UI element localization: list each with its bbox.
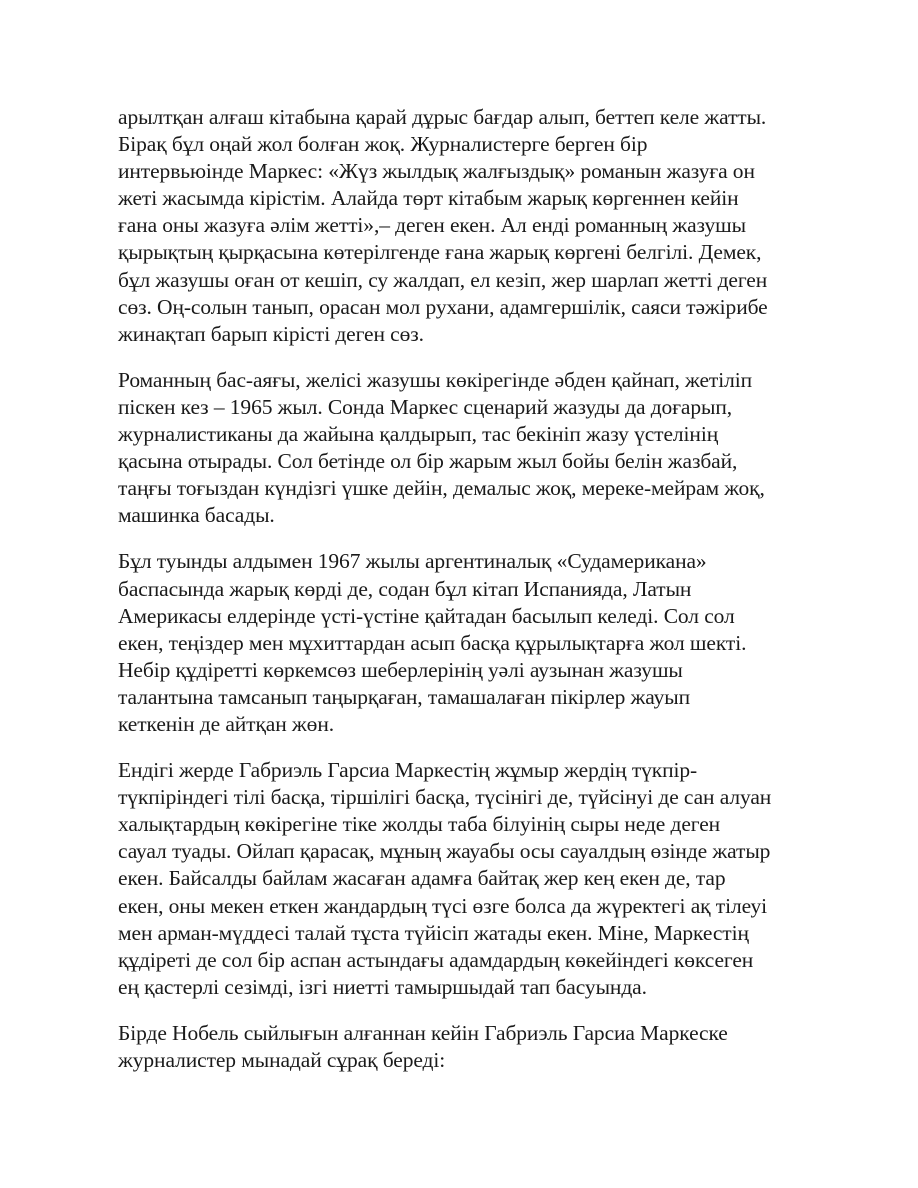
text-line: құдіреті де сол бір аспан астындағы адамдардың көкейіндегі көксеген	[118, 947, 754, 972]
text-line: жеті жасымда кірістім. Алайда төрт кітабым жарық көргеннен кейін	[118, 186, 739, 211]
text-line: Америкасы елдерінде үсті-үстіне қайтадан басылып келеді. Сол сол	[118, 603, 735, 628]
text-line: екен, теңіздер мен мұхиттардан асып басқа құрылықтарға жол шекті.	[118, 630, 747, 655]
text-line: машинка басады.	[118, 503, 275, 528]
text-line: Романның бас-аяғы, желісі жазушы көкірегінде әбден қайнап, жетіліп	[118, 367, 752, 392]
text-line: бұл жазушы оған от кешіп, су жалдап, ел кезіп, жер шарлап жетті деген	[118, 267, 768, 292]
text-line: екен. Байсалды байлам жасаған адамға байтақ жер кең екен де, тар	[118, 866, 726, 891]
text-line: баспасында жарық көрді де, содан бұл кітап Испанияда, Латын	[118, 576, 692, 601]
text-line: халықтардың көкірегіне тіке жолды таба білуінің сыры неде деген	[118, 812, 721, 837]
text-line: Бірде Нобель сыйлығын алғаннан кейін Габриэль Гарсиа Маркеске	[118, 1020, 728, 1045]
text-line: қасына отырады. Сол бетінде ол бір жарым жыл бойы белін жазбай,	[118, 449, 738, 474]
paragraph-5	[118, 1020, 808, 1074]
text-line: Небір құдіретті көркемсөз шеберлерінің уәлі аузынан жазушы	[118, 657, 683, 682]
text-line: Бірақ бұл оңай жол болған жоқ. Журналистерге берген бір	[118, 132, 648, 157]
text-line: арылтқан алғаш кітабына қарай дұрыс бағдар алып, беттеп келе жатты.	[118, 105, 767, 129]
text-line: екен, оны мекен еткен жандардың түсі өзге болса да жүректегі ақ тілеуі	[118, 893, 768, 918]
text-line: таңғы тоғыздан күндізгі үшке дейін, демалыс жоқ, мереке-мейрам жоқ,	[118, 476, 765, 501]
text-line: сөз. Оң-солын танып, орасан мол рухани, адамгершілік, саяси тәжірибе	[118, 294, 768, 319]
text-line: журналистиканы да жайына қалдырып, тас бекініп жазу үстелінің	[118, 422, 719, 447]
text-line: ғана оны жазуға әлім жетті»,– деген екен. Ал енді романның жазушы	[118, 213, 746, 238]
text-line: қырықтың қырқасына көтерілгенде ғана жарық көргені белгілі. Демек,	[118, 240, 762, 265]
text-line: интервьюінде Маркес: «Жүз жылдық жалғыздық» романын жазуға он	[118, 159, 755, 184]
body-text	[118, 104, 808, 1074]
paragraph-2	[118, 367, 808, 530]
text-line: сауал туады. Ойлап қарасақ, мұның жауабы осы сауалдың өзінде жатыр	[118, 839, 771, 864]
paragraph-4	[118, 757, 808, 1001]
text-line: ең қастерлі сезімді, ізгі ниетті тамыршыдай тап басуында.	[118, 974, 647, 999]
text-line: Ендігі жерде Габриэль Гарсиа Маркестің жұмыр жердің түкпір-	[118, 758, 698, 783]
text-line: Бұл туынды алдымен 1967 жылы аргентиналық «Судамерикана»	[118, 549, 707, 574]
text-line: түкпіріндегі тілі басқа, тіршілігі басқа, түсінігі де, түйсінуі де сан алуан	[118, 785, 772, 810]
paragraph-3	[118, 548, 808, 738]
text-line: кеткенін де айтқан жөн.	[118, 711, 335, 736]
text-line: талантына тамсанып таңырқаған, тамашалаған пікірлер жауып	[118, 684, 690, 709]
text-line: журналистер мынадай сұрақ береді:	[118, 1048, 446, 1072]
text-line: мен арман-мүддесі талай тұста түйісіп жатады екен. Міне, Маркестің	[118, 920, 749, 945]
text-line: жинақтап барып кірісті деген сөз.	[118, 321, 424, 346]
text-line: піскен кез – 1965 жыл. Сонда Маркес сценарий жазуды да доғарып,	[118, 394, 733, 419]
paragraph-1	[118, 104, 808, 348]
